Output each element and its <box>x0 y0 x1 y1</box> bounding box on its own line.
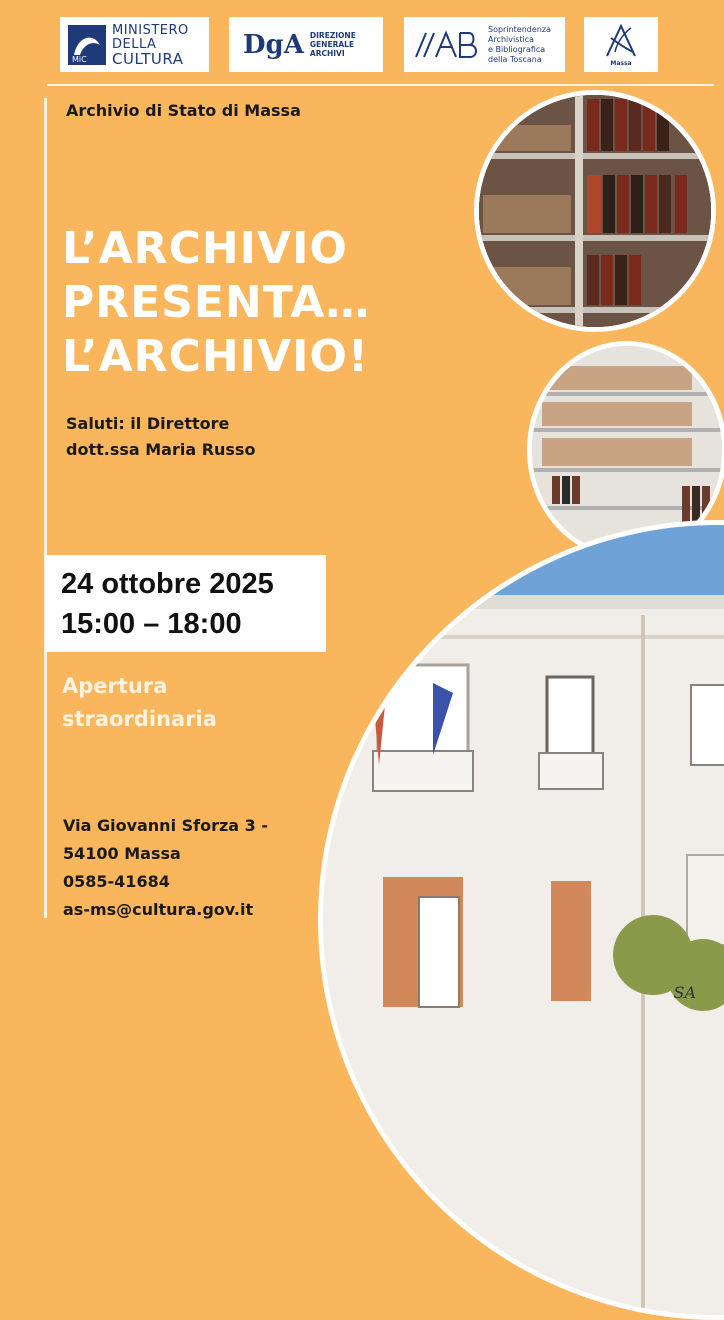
left-divider <box>44 98 47 918</box>
mic-line3: CULTURA <box>112 49 184 68</box>
dga-line2: GENERALE <box>309 40 355 49</box>
sab-mark-icon <box>412 27 482 63</box>
archivio-massa-logo <box>584 17 658 72</box>
sab-line3: e Bibliografica <box>488 44 546 54</box>
mic-line1: MINISTERO <box>112 22 189 38</box>
opening-line1: Apertura <box>62 674 168 698</box>
top-divider <box>47 84 714 86</box>
sab-line4: della Toscana <box>488 54 542 64</box>
archive-shelves-photo <box>474 90 716 332</box>
event-time: 15:00 – 18:00 <box>61 608 242 640</box>
archive-building-photo <box>318 520 724 1320</box>
title-line3: L’ARCHIVIO! <box>62 331 369 382</box>
event-date: 24 ottobre 2025 <box>61 568 274 600</box>
email-address: as-ms@cultura.gov.it <box>63 900 254 919</box>
sab-line2: Archivistica <box>488 34 535 44</box>
title-line2: PRESENTA… <box>62 277 371 328</box>
address-street: Via Giovanni Sforza 3 - <box>63 816 269 835</box>
ministero-cultura-logo <box>60 17 209 72</box>
greetings-line1: Saluti: il Direttore <box>66 414 230 433</box>
dga-logo <box>229 17 383 72</box>
building-facade-image <box>323 525 724 1315</box>
sab-line1: Soprintendenza <box>488 24 551 34</box>
book-shelves-image <box>479 95 711 327</box>
massa-mark-icon <box>601 22 641 60</box>
dga-mark: DgA <box>243 29 304 60</box>
address-city: 54100 Massa <box>63 844 181 863</box>
mic-emblem-icon <box>68 25 106 65</box>
event-title <box>62 222 370 384</box>
soprintendenza-logo <box>404 17 565 72</box>
phone-number: 0585-41684 <box>63 872 170 891</box>
opening-line2: straordinaria <box>62 707 217 731</box>
title-line1: L’ARCHIVIO <box>62 223 348 274</box>
svg-text:MiC: MiC <box>72 54 87 64</box>
artist-signature: SA <box>673 983 696 1002</box>
mic-line2: DELLA <box>112 36 157 52</box>
special-opening <box>62 670 217 736</box>
massa-label: Massa <box>610 60 632 67</box>
greetings-line2: dott.ssa Maria Russo <box>66 440 256 459</box>
greetings <box>66 411 255 463</box>
event-datetime-box <box>45 555 326 652</box>
contact-info <box>63 812 268 924</box>
dga-line1: DIREZIONE <box>309 31 356 40</box>
dga-line3: ARCHIVI <box>309 49 345 58</box>
organization-name: Archivio di Stato di Massa <box>66 101 301 120</box>
